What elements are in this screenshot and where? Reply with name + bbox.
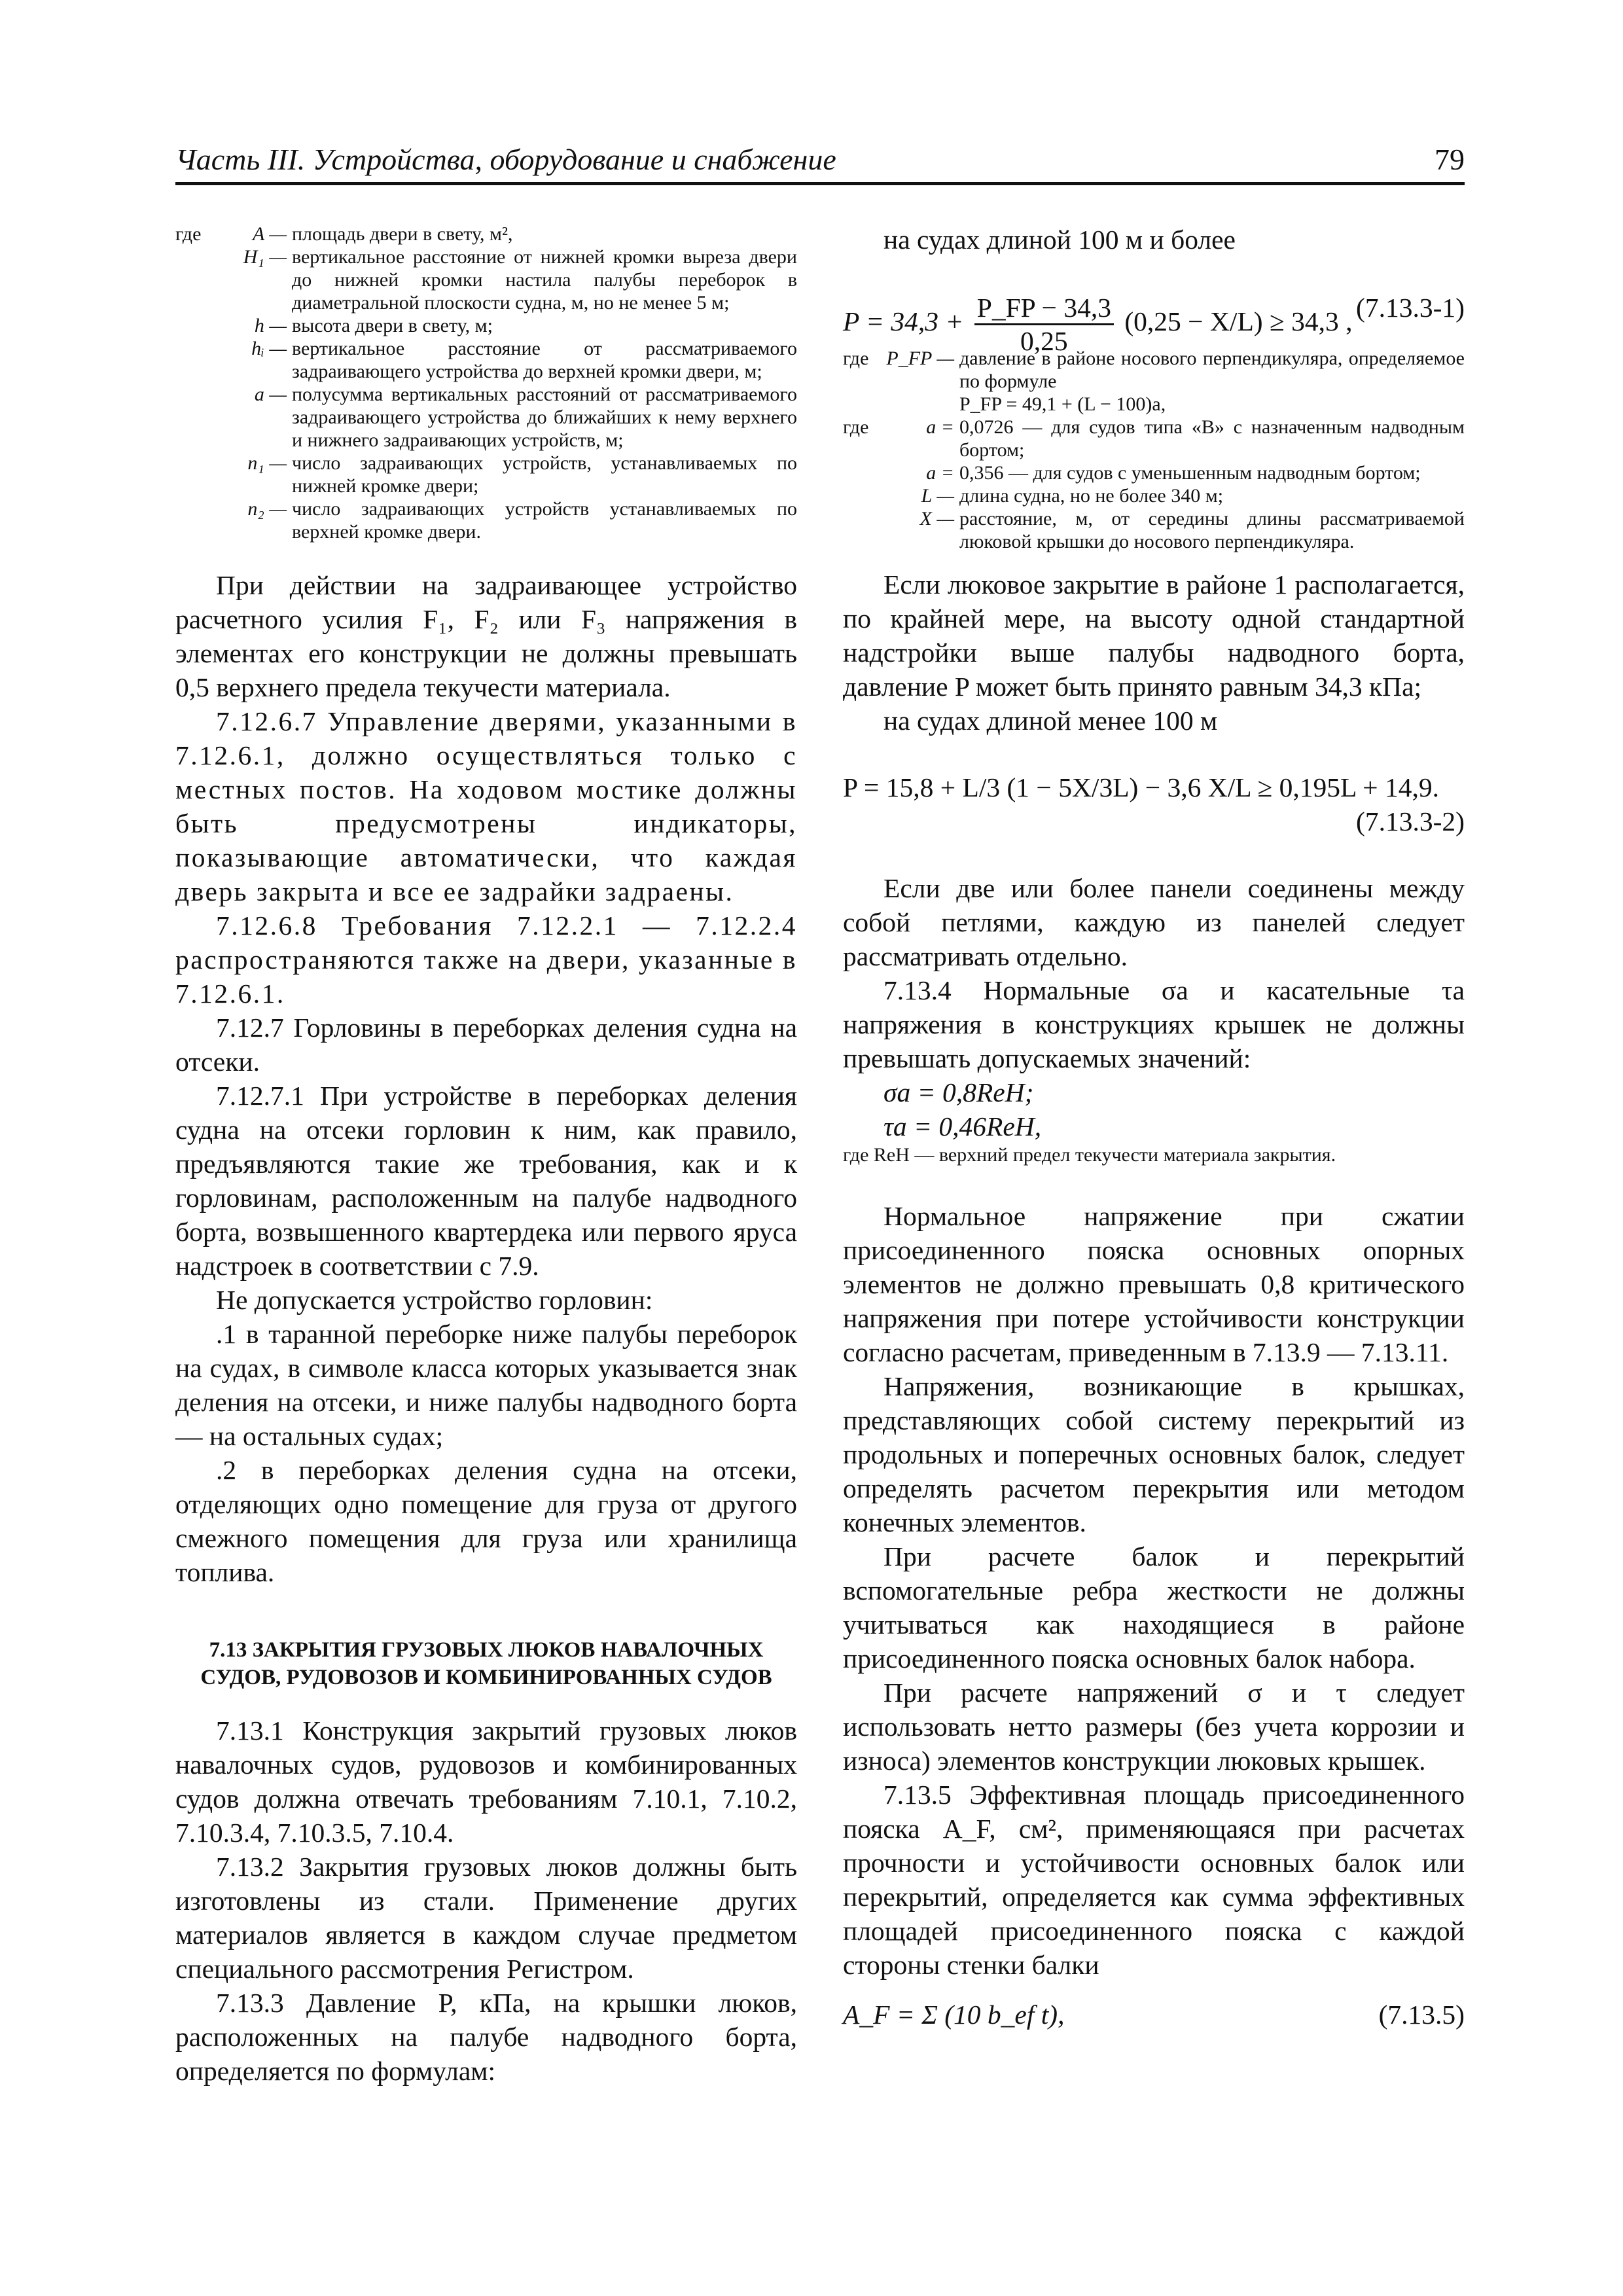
paragraph: Нормальное напряжение при сжатии присоединенного пояска основных опорных элементов не должно превышать 0,8 критического напряжения при потере устойчивости конструкции согласно расчетам, приведенным в 7.13.9 — 7.13.11. bbox=[843, 1201, 1465, 1367]
definition-symbol: A — bbox=[253, 223, 287, 245]
formula-label: (7.13.5) bbox=[1378, 2000, 1465, 2030]
definition-text: длина судна, но не более 340 м; bbox=[959, 485, 1224, 507]
definition-where bbox=[843, 393, 882, 416]
paragraph: При расчете напряжений σ и τ следует использовать нетто размеры (без учета коррозии и износа) элементов конструкции люковых крышек. bbox=[843, 1677, 1465, 1776]
paragraph: При действии на задраивающее устройство расчетного усилия F₁, F₂ или F₃ напряжения в элементах его конструкции не должны превышать 0,5 верхнего предела текучести материала. bbox=[175, 570, 797, 702]
definition-row bbox=[843, 461, 1465, 484]
definition-row bbox=[843, 484, 1465, 507]
definition-where: где bbox=[843, 416, 869, 438]
formula-part: P = 34,3 + bbox=[843, 306, 964, 337]
paragraph: на судах длиной менее 100 м bbox=[883, 706, 1218, 736]
definition-symbol: n₂ — bbox=[247, 498, 287, 520]
definition-symbol: L — bbox=[921, 485, 954, 507]
paragraph: 7.13.4 Нормальные σa и касательные τa напряжения в конструкциях крышек не должны превышать допускаемых значений: bbox=[843, 975, 1465, 1073]
fraction bbox=[974, 292, 1114, 357]
definition-row bbox=[175, 223, 797, 245]
definition-text: вертикальное расстояние от рассматриваемого задраивающего устройства до верхней кромки двери, м; bbox=[292, 338, 797, 382]
formula-text: P = 15,8 + L/3 (1 − 5X/3L) − 3,6 X/L ≥ 0,195L + 14,9. bbox=[843, 772, 1439, 802]
page-number: 79 bbox=[1435, 143, 1465, 176]
definition-text: полусумма вертикальных расстояний от рассматриваемого задраивающего устройства до ближайших к нему верхнего и нижнего задраивающих устройств, м; bbox=[292, 384, 797, 451]
definition-row bbox=[175, 497, 797, 543]
paragraph: 7.13.5 Эффективная площадь присоединенного пояска A_F, см², применяющаяся при расчетах прочности и устойчивости основных балок или перекрытий, определяется как сумма эффективных площадей присоединенного пояска с каждой стороны стенки балки bbox=[843, 1780, 1465, 1980]
paragraph: 7.13.1 Конструкция закрытий грузовых люков навалочных судов, рудовозов и комбинированных судов должна отвечать требованиям 7.10.1, 7.10.2, 7.10.3.4, 7.10.3.5, 7.10.4. bbox=[175, 1715, 797, 1848]
definition-row bbox=[175, 314, 797, 337]
definition-text: P_FP = 49,1 + (L − 100)a, bbox=[959, 393, 1166, 415]
definition-text: давление в районе носового перпендикуляра, определяемое по формуле bbox=[959, 348, 1465, 392]
paragraph: Если люковое закрытие в районе 1 располагается, по крайней мере, на высоту одной стандартной надстройки выше палубы надводного борта, давление P может быть принято равным 34,3 кПа; bbox=[843, 569, 1465, 702]
definition-where bbox=[175, 383, 215, 452]
definition-where: где bbox=[175, 223, 202, 245]
right-column bbox=[843, 223, 1465, 2041]
fraction-denominator: 0,25 bbox=[1020, 326, 1068, 356]
definition-symbol: a — bbox=[254, 384, 287, 405]
definition-text: расстояние, м, от середины длины рассматриваемой люковой крышки до носового перпендикуляра. bbox=[959, 508, 1465, 552]
definition-where bbox=[843, 461, 882, 484]
paragraph: Если две или более панели соединены между собой петлями, каждую из панелей следует рассматривать отдельно. bbox=[843, 873, 1465, 971]
definition-where bbox=[175, 337, 215, 383]
definition-symbol: H₁ — bbox=[243, 246, 287, 268]
paragraph: 7.13.2 Закрытия грузовых люков должны быть изготовлены из стали. Применение других материалов является в каждом случае предметом специального рассмотрения Регистром. bbox=[175, 1852, 797, 1984]
formula-7-13-5 bbox=[843, 1995, 1465, 2041]
paragraph: Не допускается устройство горловин: bbox=[216, 1285, 653, 1315]
definition-row bbox=[843, 416, 1465, 461]
definition: где ReH — верхний предел текучести материала закрытия. bbox=[843, 1144, 1336, 1166]
definitions-list bbox=[175, 223, 797, 543]
definition-symbol: P_FP — bbox=[886, 348, 954, 369]
definitions-list bbox=[843, 347, 1465, 553]
definition-symbol: a = bbox=[926, 462, 954, 484]
definition-text: площадь двери в свету, м², bbox=[292, 223, 513, 245]
definition-row bbox=[175, 383, 797, 452]
definition-where bbox=[175, 452, 215, 497]
formula-text: A_F = Σ (10 b_ef t), bbox=[843, 2000, 1065, 2030]
definition-row bbox=[843, 507, 1465, 553]
definition-text: число задраивающих устройств, устанавливаемых по нижней кромке двери; bbox=[292, 452, 797, 497]
formula-7-13-3-2 bbox=[843, 770, 1465, 838]
definition-where: где bbox=[843, 348, 869, 369]
paragraph: Напряжения, возникающие в крышках, представляющих собой систему перекрытий из продольных и поперечных основных балок, следует определять расчетом перекрытия или методом конечных элементов. bbox=[843, 1371, 1465, 1537]
paragraph: .1 в таранной переборке ниже палубы переборок на судах, в символе класса которых указывается знак деления на отсеки, и ниже палубы надводного борта — на остальных судах; bbox=[175, 1319, 797, 1451]
paragraph: 7.12.7 Горловины в переборках деления судна на отсеки. bbox=[175, 1013, 797, 1077]
definition-symbol: a = bbox=[926, 416, 954, 438]
definition-symbol: X — bbox=[919, 508, 954, 529]
formula-7-13-3-1 bbox=[843, 275, 1465, 356]
paragraph: При расчете балок и перекрытий вспомогательные ребра жесткости не должны учитываться как находящиеся в районе присоединенного пояска основных балок набора. bbox=[843, 1541, 1465, 1674]
definition-where bbox=[175, 497, 215, 543]
definition-row bbox=[175, 245, 797, 314]
paragraph: 7.12.6.8 Требования 7.12.2.1 — 7.12.2.4 распространяются также на двери, указанные в 7.12.6.1. bbox=[175, 910, 797, 1009]
formula-line: τa = 0,46ReH, bbox=[883, 1111, 1042, 1141]
definition-where bbox=[843, 507, 882, 553]
definition-text: 0,356 — для судов с уменьшенным надводным бортом; bbox=[959, 462, 1421, 484]
formula-line: σa = 0,8ReH; bbox=[883, 1077, 1034, 1107]
definition-symbol: hᵢ — bbox=[251, 338, 287, 359]
paragraph: 7.13.3 Давление P, кПа, на крышки люков, расположенных на палубе надводного борта, определяется по формулам: bbox=[175, 1988, 797, 2086]
definition-row bbox=[843, 393, 1465, 416]
formula-part: (0,25 − X/L) ≥ 34,3 , bbox=[1124, 306, 1353, 337]
left-column bbox=[175, 223, 797, 2088]
definition-symbol: h — bbox=[254, 315, 287, 336]
running-header bbox=[175, 139, 1465, 185]
fraction-numerator: P_FP − 34,3 bbox=[974, 292, 1114, 325]
formula-label: (7.13.3-2) bbox=[1356, 806, 1465, 836]
paragraph: .2 в переборках деления судна на отсеки, отделяющих одно помещение для груза от другого смежного помещения для груза или хранилища топлива. bbox=[175, 1455, 797, 1587]
definition-symbol bbox=[882, 393, 959, 416]
definition-row bbox=[175, 337, 797, 383]
paragraph: 7.12.6.7 Управление дверями, указанными в 7.12.6.1, должно осуществляться только с местных постов. На ходовом мостике должны быть предусмотрены индикаторы, показывающие автоматически, что каждая дверь закрыта и все ее задрайки задраены. bbox=[175, 706, 797, 906]
definition-row bbox=[175, 452, 797, 497]
formula-label: (7.13.3-1) bbox=[1356, 293, 1465, 323]
definition-text: 0,0726 — для судов типа «B» с назначенным надводным бортом; bbox=[959, 416, 1465, 461]
definition-where bbox=[175, 314, 215, 337]
definition-where bbox=[175, 245, 215, 314]
section-heading: 7.13 ЗАКРЫТИЯ ГРУЗОВЫХ ЛЮКОВ НАВАЛОЧНЫХ СУДОВ, РУДОВОЗОВ И КОМБИНИРОВАННЫХ СУДОВ bbox=[200, 1638, 772, 1689]
definition-text: вертикальное расстояние от нижней кромки выреза двери до нижней кромки настила палубы переборок в диаметральной плоскости судна, м, но не менее 5 м; bbox=[292, 246, 797, 314]
definition-symbol: n₁ — bbox=[247, 452, 287, 474]
header-title: Часть III. Устройства, оборудование и снабжение bbox=[175, 143, 836, 176]
paragraph: 7.12.7.1 При устройстве в переборках деления судна на отсеки горловин к ним, как правило, предъявляются такие же требования, как и к горловинам, расположенным на палубе надводного борта, возвышенного квартердека или первого яруса надстроек в соответствии с 7.9. bbox=[175, 1081, 797, 1281]
paragraph: на судах длиной 100 м и более bbox=[883, 224, 1236, 255]
definition-text: число задраивающих устройств устанавливаемых по верхней кромке двери. bbox=[292, 498, 797, 543]
definition-text: высота двери в свету, м; bbox=[292, 315, 493, 336]
definition-where bbox=[843, 484, 882, 507]
